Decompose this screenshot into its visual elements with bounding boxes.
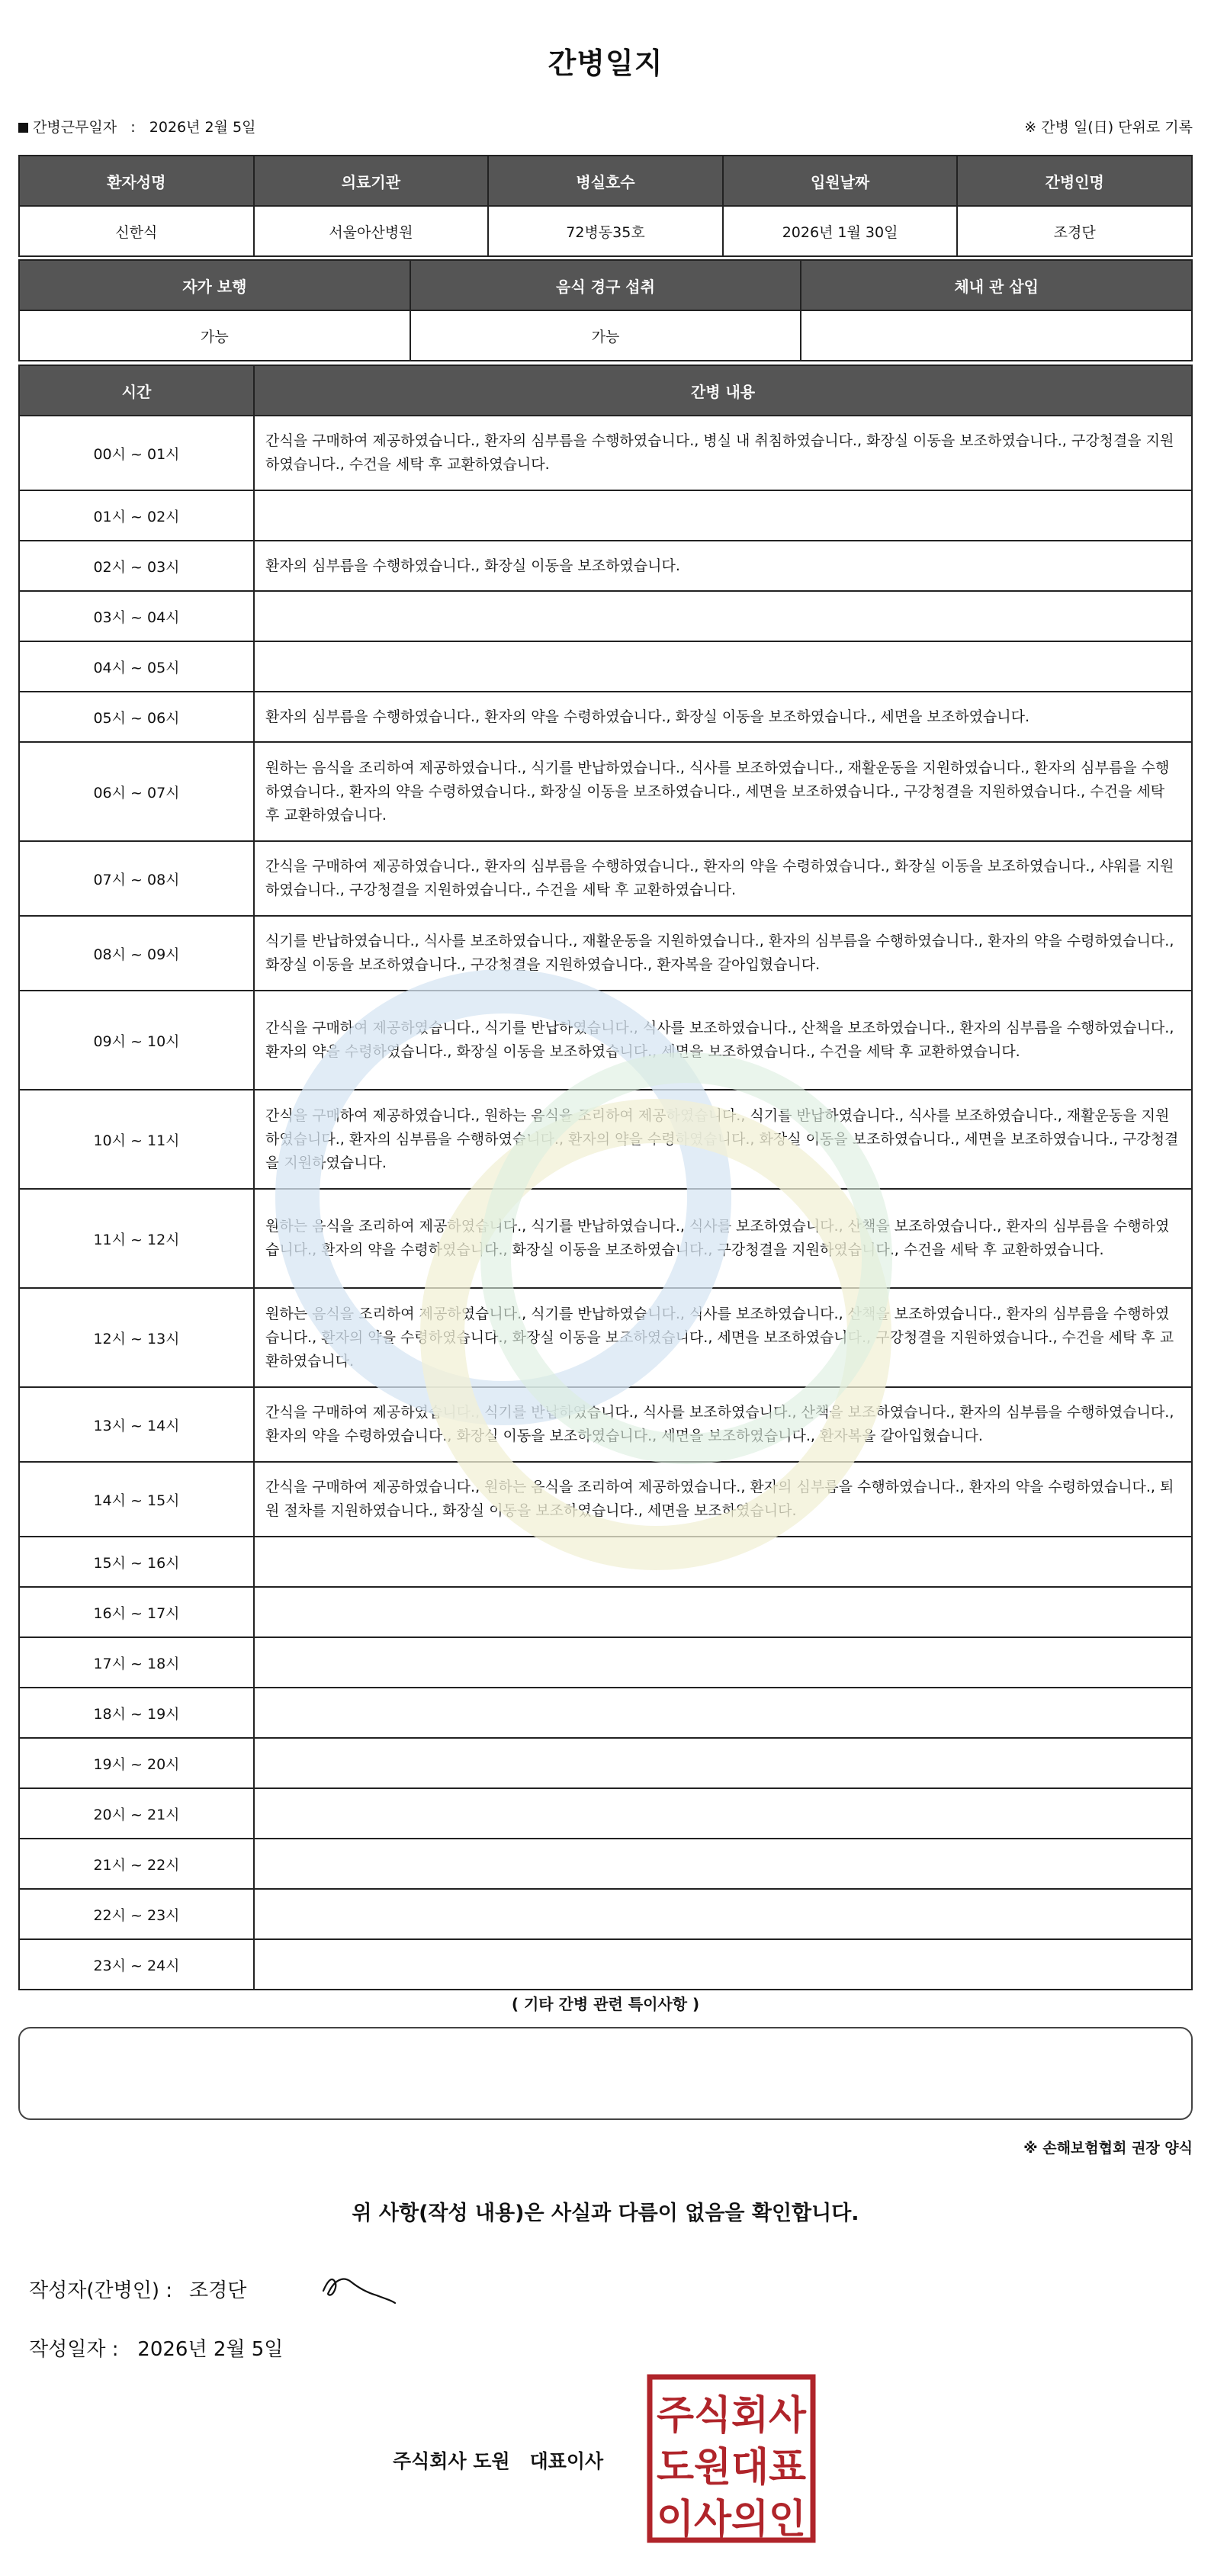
- care-log-content: 원하는 음식을 조리하여 제공하였습니다., 식기를 반납하였습니다., 식사를 보조하였습니다., 산책을 보조하였습니다., 환자의 심부름을 수행하였습니다., 환자의 약을 수령하였습니다., 화장실 이동을 보조하였습니다., 세면을 보조하였습니다., 구강청결을 지원하였습니다., 수건을 세탁 후 교환하였습니다.: [254, 1288, 1192, 1387]
- care-log-row: [19, 1688, 1192, 1738]
- care-log-time: 05시 ~ 06시: [19, 692, 254, 742]
- care-log-content: [254, 1738, 1192, 1788]
- care-log-header-row: [19, 365, 1192, 416]
- care-log-row: [19, 490, 1192, 541]
- work-date-line: [18, 116, 255, 137]
- care-log-row: [19, 916, 1192, 991]
- handwritten-signature: [320, 2265, 397, 2308]
- care-log-content: [254, 1939, 1192, 1990]
- seal-line-3: 이사의인: [657, 2497, 806, 2542]
- care-log-row: [19, 841, 1192, 916]
- care-log-content: 간식을 구매하여 제공하였습니다., 원하는 음식을 조리하여 제공하였습니다., 식기를 반납하였습니다., 식사를 보조하였습니다., 재활운동을 지원하였습니다., 환자의 심부름을 수행하였습니다., 환자의 약을 수령하였습니다., 화장실 이동을 보조하였습니다., 세면을 보조하였습니다., 구강청결을 지원하였습니다.: [254, 1090, 1192, 1189]
- work-date-value: 2026년 2월 5일: [149, 119, 256, 136]
- seal-line-2: 도원대표: [657, 2445, 806, 2491]
- care-log-time: 16시 ~ 17시: [19, 1587, 254, 1637]
- care-log-row: [19, 1090, 1192, 1189]
- care-log-row: [19, 1587, 1192, 1637]
- care-log-row: [19, 1288, 1192, 1387]
- care-log-time: 19시 ~ 20시: [19, 1738, 254, 1788]
- care-log-content: [254, 1637, 1192, 1688]
- care-log-content: [254, 1537, 1192, 1587]
- care-log-content: 간식을 구매하여 제공하였습니다., 원하는 음식을 조리하여 제공하였습니다., 환자의 심부름을 수행하였습니다., 환자의 약을 수령하였습니다., 퇴원 절차를 지원하였습니다., 화장실 이동을 보조하였습니다., 세면을 보조하였습니다.: [254, 1462, 1192, 1537]
- care-log-time: 18시 ~ 19시: [19, 1688, 254, 1738]
- self-walking-value: 가능: [19, 310, 410, 361]
- header-care-content: 간병 내용: [254, 365, 1192, 416]
- care-log-content: 간식을 구매하여 제공하였습니다., 환자의 심부름을 수행하였습니다., 환자의 약을 수령하였습니다., 화장실 이동을 보조하였습니다., 샤워를 지원하였습니다., 구강청결을 지원하였습니다., 수건을 세탁 후 교환하였습니다.: [254, 841, 1192, 916]
- care-log-content: [254, 1889, 1192, 1939]
- work-date-label: 간병근무일자: [33, 119, 117, 136]
- patient-info-value-row: [19, 206, 1192, 256]
- special-notes-box: [18, 2027, 1193, 2120]
- care-log-time: 17시 ~ 18시: [19, 1637, 254, 1688]
- oral-intake-value: 가능: [410, 310, 801, 361]
- caregiver-name: 조경단: [957, 206, 1192, 256]
- care-log-content: [254, 1688, 1192, 1738]
- hourly-care-log-table: [18, 365, 1193, 1990]
- write-date-value: 2026년 2월 5일: [137, 2338, 284, 2361]
- patient-status-value-row: [19, 310, 1192, 361]
- seal-line-1: 주식회사: [657, 2393, 807, 2439]
- special-notes-label: ( 기타 간병 관련 특이사항 ): [511, 1995, 700, 2013]
- care-log-time: 14시 ~ 15시: [19, 1462, 254, 1537]
- header-caregiver: 간병인명: [957, 156, 1192, 206]
- tube-insertion-value: [801, 310, 1192, 361]
- care-log-body: [19, 416, 1192, 1990]
- care-log-time: 04시 ~ 05시: [19, 641, 254, 692]
- company-name: 주식회사 도원: [393, 2450, 510, 2472]
- care-log-row: [19, 991, 1192, 1090]
- care-log-row: [19, 742, 1192, 841]
- care-log-row: [19, 1788, 1192, 1839]
- work-date-separator: :: [130, 119, 136, 136]
- care-log-content: [254, 641, 1192, 692]
- care-log-time: 07시 ~ 08시: [19, 841, 254, 916]
- confirmation-statement: 위 사항(작성 내용)은 사실과 다름이 없음을 확인합니다.: [352, 2202, 859, 2225]
- care-log-row: [19, 1462, 1192, 1537]
- care-log-content: 간식을 구매하여 제공하였습니다., 환자의 심부름을 수행하였습니다., 병실 내 취침하였습니다., 화장실 이동을 보조하였습니다., 구강청결을 지원하였습니다., 수건을 세탁 후 교환하였습니다.: [254, 416, 1192, 490]
- care-log-row: [19, 1189, 1192, 1288]
- patient-status-header-row: [19, 260, 1192, 310]
- write-date-label: 작성일자 :: [29, 2338, 119, 2361]
- admission-date: 2026년 1월 30일: [723, 206, 958, 256]
- care-log-time: 22시 ~ 23시: [19, 1889, 254, 1939]
- care-log-content: 환자의 심부름을 수행하였습니다., 환자의 약을 수령하였습니다., 화장실 이동을 보조하였습니다., 세면을 보조하였습니다.: [254, 692, 1192, 742]
- care-log-content: 원하는 음식을 조리하여 제공하였습니다., 식기를 반납하였습니다., 식사를 보조하였습니다., 재활운동을 지원하였습니다., 환자의 심부름을 수행하였습니다., 환자의 약을 수령하였습니다., 화장실 이동을 보조하였습니다., 세면을 보조하였습니다., 구강청결을 지원하였습니다., 수건을 세탁 후 교환하였습니다.: [254, 742, 1192, 841]
- care-log-content: [254, 591, 1192, 641]
- patient-status-table: [18, 259, 1193, 361]
- care-log-time: 10시 ~ 11시: [19, 1090, 254, 1189]
- care-log-row: [19, 1387, 1192, 1462]
- care-log-row: [19, 1637, 1192, 1688]
- form-source-note: ※ 손해보험협회 권장 양식: [1023, 2140, 1193, 2157]
- care-log-row: [19, 1889, 1192, 1939]
- care-log-time: 06시 ~ 07시: [19, 742, 254, 841]
- writer-label: 작성자(간병인) :: [29, 2279, 173, 2302]
- care-log-row: [19, 641, 1192, 692]
- care-log-row: [19, 416, 1192, 490]
- header-room: 병실호수: [488, 156, 723, 206]
- care-log-time: 00시 ~ 01시: [19, 416, 254, 490]
- ceo-title: 대표이사: [529, 2450, 604, 2472]
- care-log-content: [254, 490, 1192, 541]
- writer-line: [29, 2275, 246, 2303]
- hospital-name: 서울아산병원: [254, 206, 489, 256]
- care-log-time: 21시 ~ 22시: [19, 1839, 254, 1889]
- care-log-time: 20시 ~ 21시: [19, 1788, 254, 1839]
- patient-info-header-row: [19, 156, 1192, 206]
- company-seal-stamp: [647, 2374, 816, 2543]
- header-tube-insertion: 체내 관 삽입: [801, 260, 1192, 310]
- room-number: 72병동35호: [488, 206, 723, 256]
- care-log-content: [254, 1839, 1192, 1889]
- company-line: [393, 2446, 603, 2474]
- care-log-row: [19, 692, 1192, 742]
- care-log-time: 12시 ~ 13시: [19, 1288, 254, 1387]
- care-log-time: 15시 ~ 16시: [19, 1537, 254, 1587]
- care-log-time: 11시 ~ 12시: [19, 1189, 254, 1288]
- square-bullet-icon: [18, 123, 28, 133]
- header-time: 시간: [19, 365, 254, 416]
- care-log-content: 간식을 구매하여 제공하였습니다., 식기를 반납하였습니다., 식사를 보조하였습니다., 산책을 보조하였습니다., 환자의 심부름을 수행하였습니다., 환자의 약을 수령하였습니다., 화장실 이동을 보조하였습니다., 세면을 보조하였습니다., 수건을 세탁 후 교환하였습니다.: [254, 991, 1192, 1090]
- care-log-content: 식기를 반납하였습니다., 식사를 보조하였습니다., 재활운동을 지원하였습니다., 환자의 심부름을 수행하였습니다., 환자의 약을 수령하였습니다., 화장실 이동을 보조하였습니다., 구강청결을 지원하였습니다., 환자복을 갈아입혔습니다.: [254, 916, 1192, 991]
- care-log-content: 환자의 심부름을 수행하였습니다., 화장실 이동을 보조하였습니다.: [254, 541, 1192, 591]
- write-date-line: [29, 2333, 283, 2362]
- care-log-row: [19, 1738, 1192, 1788]
- care-log-row: [19, 541, 1192, 591]
- care-log-time: 01시 ~ 02시: [19, 490, 254, 541]
- care-log-time: 09시 ~ 10시: [19, 991, 254, 1090]
- writer-name: 조경단: [189, 2279, 247, 2302]
- record-unit-note: ※ 간병 일(日) 단위로 기록: [1024, 119, 1193, 136]
- patient-info-table: [18, 155, 1193, 257]
- care-log-row: [19, 591, 1192, 641]
- header-admission-date: 입원날짜: [723, 156, 958, 206]
- care-log-content: 원하는 음식을 조리하여 제공하였습니다., 식기를 반납하였습니다., 식사를 보조하였습니다., 산책을 보조하였습니다., 환자의 심부름을 수행하였습니다., 환자의 약을 수령하였습니다., 화장실 이동을 보조하였습니다., 구강청결을 지원하였습니다., 수건을 세탁 후 교환하였습니다.: [254, 1189, 1192, 1288]
- header-patient-name: 환자성명: [19, 156, 254, 206]
- care-log-row: [19, 1939, 1192, 1990]
- header-oral-intake: 음식 경구 섭취: [410, 260, 801, 310]
- header-self-walking: 자가 보행: [19, 260, 410, 310]
- document-title: 간병일지: [548, 47, 663, 80]
- header-hospital: 의료기관: [254, 156, 489, 206]
- care-log-content: [254, 1587, 1192, 1637]
- care-log-time: 02시 ~ 03시: [19, 541, 254, 591]
- care-log-row: [19, 1839, 1192, 1889]
- care-log-time: 23시 ~ 24시: [19, 1939, 254, 1990]
- care-log-time: 03시 ~ 04시: [19, 591, 254, 641]
- care-log-content: [254, 1788, 1192, 1839]
- care-log-content: 간식을 구매하여 제공하였습니다., 식기를 반납하였습니다., 식사를 보조하였습니다., 산책을 보조하였습니다., 환자의 심부름을 수행하였습니다., 환자의 약을 수령하였습니다., 화장실 이동을 보조하였습니다., 세면을 보조하였습니다., 환자복을 갈아입혔습니다.: [254, 1387, 1192, 1462]
- patient-name: 신한식: [19, 206, 254, 256]
- care-log-row: [19, 1537, 1192, 1587]
- care-log-time: 08시 ~ 09시: [19, 916, 254, 991]
- care-log-time: 13시 ~ 14시: [19, 1387, 254, 1462]
